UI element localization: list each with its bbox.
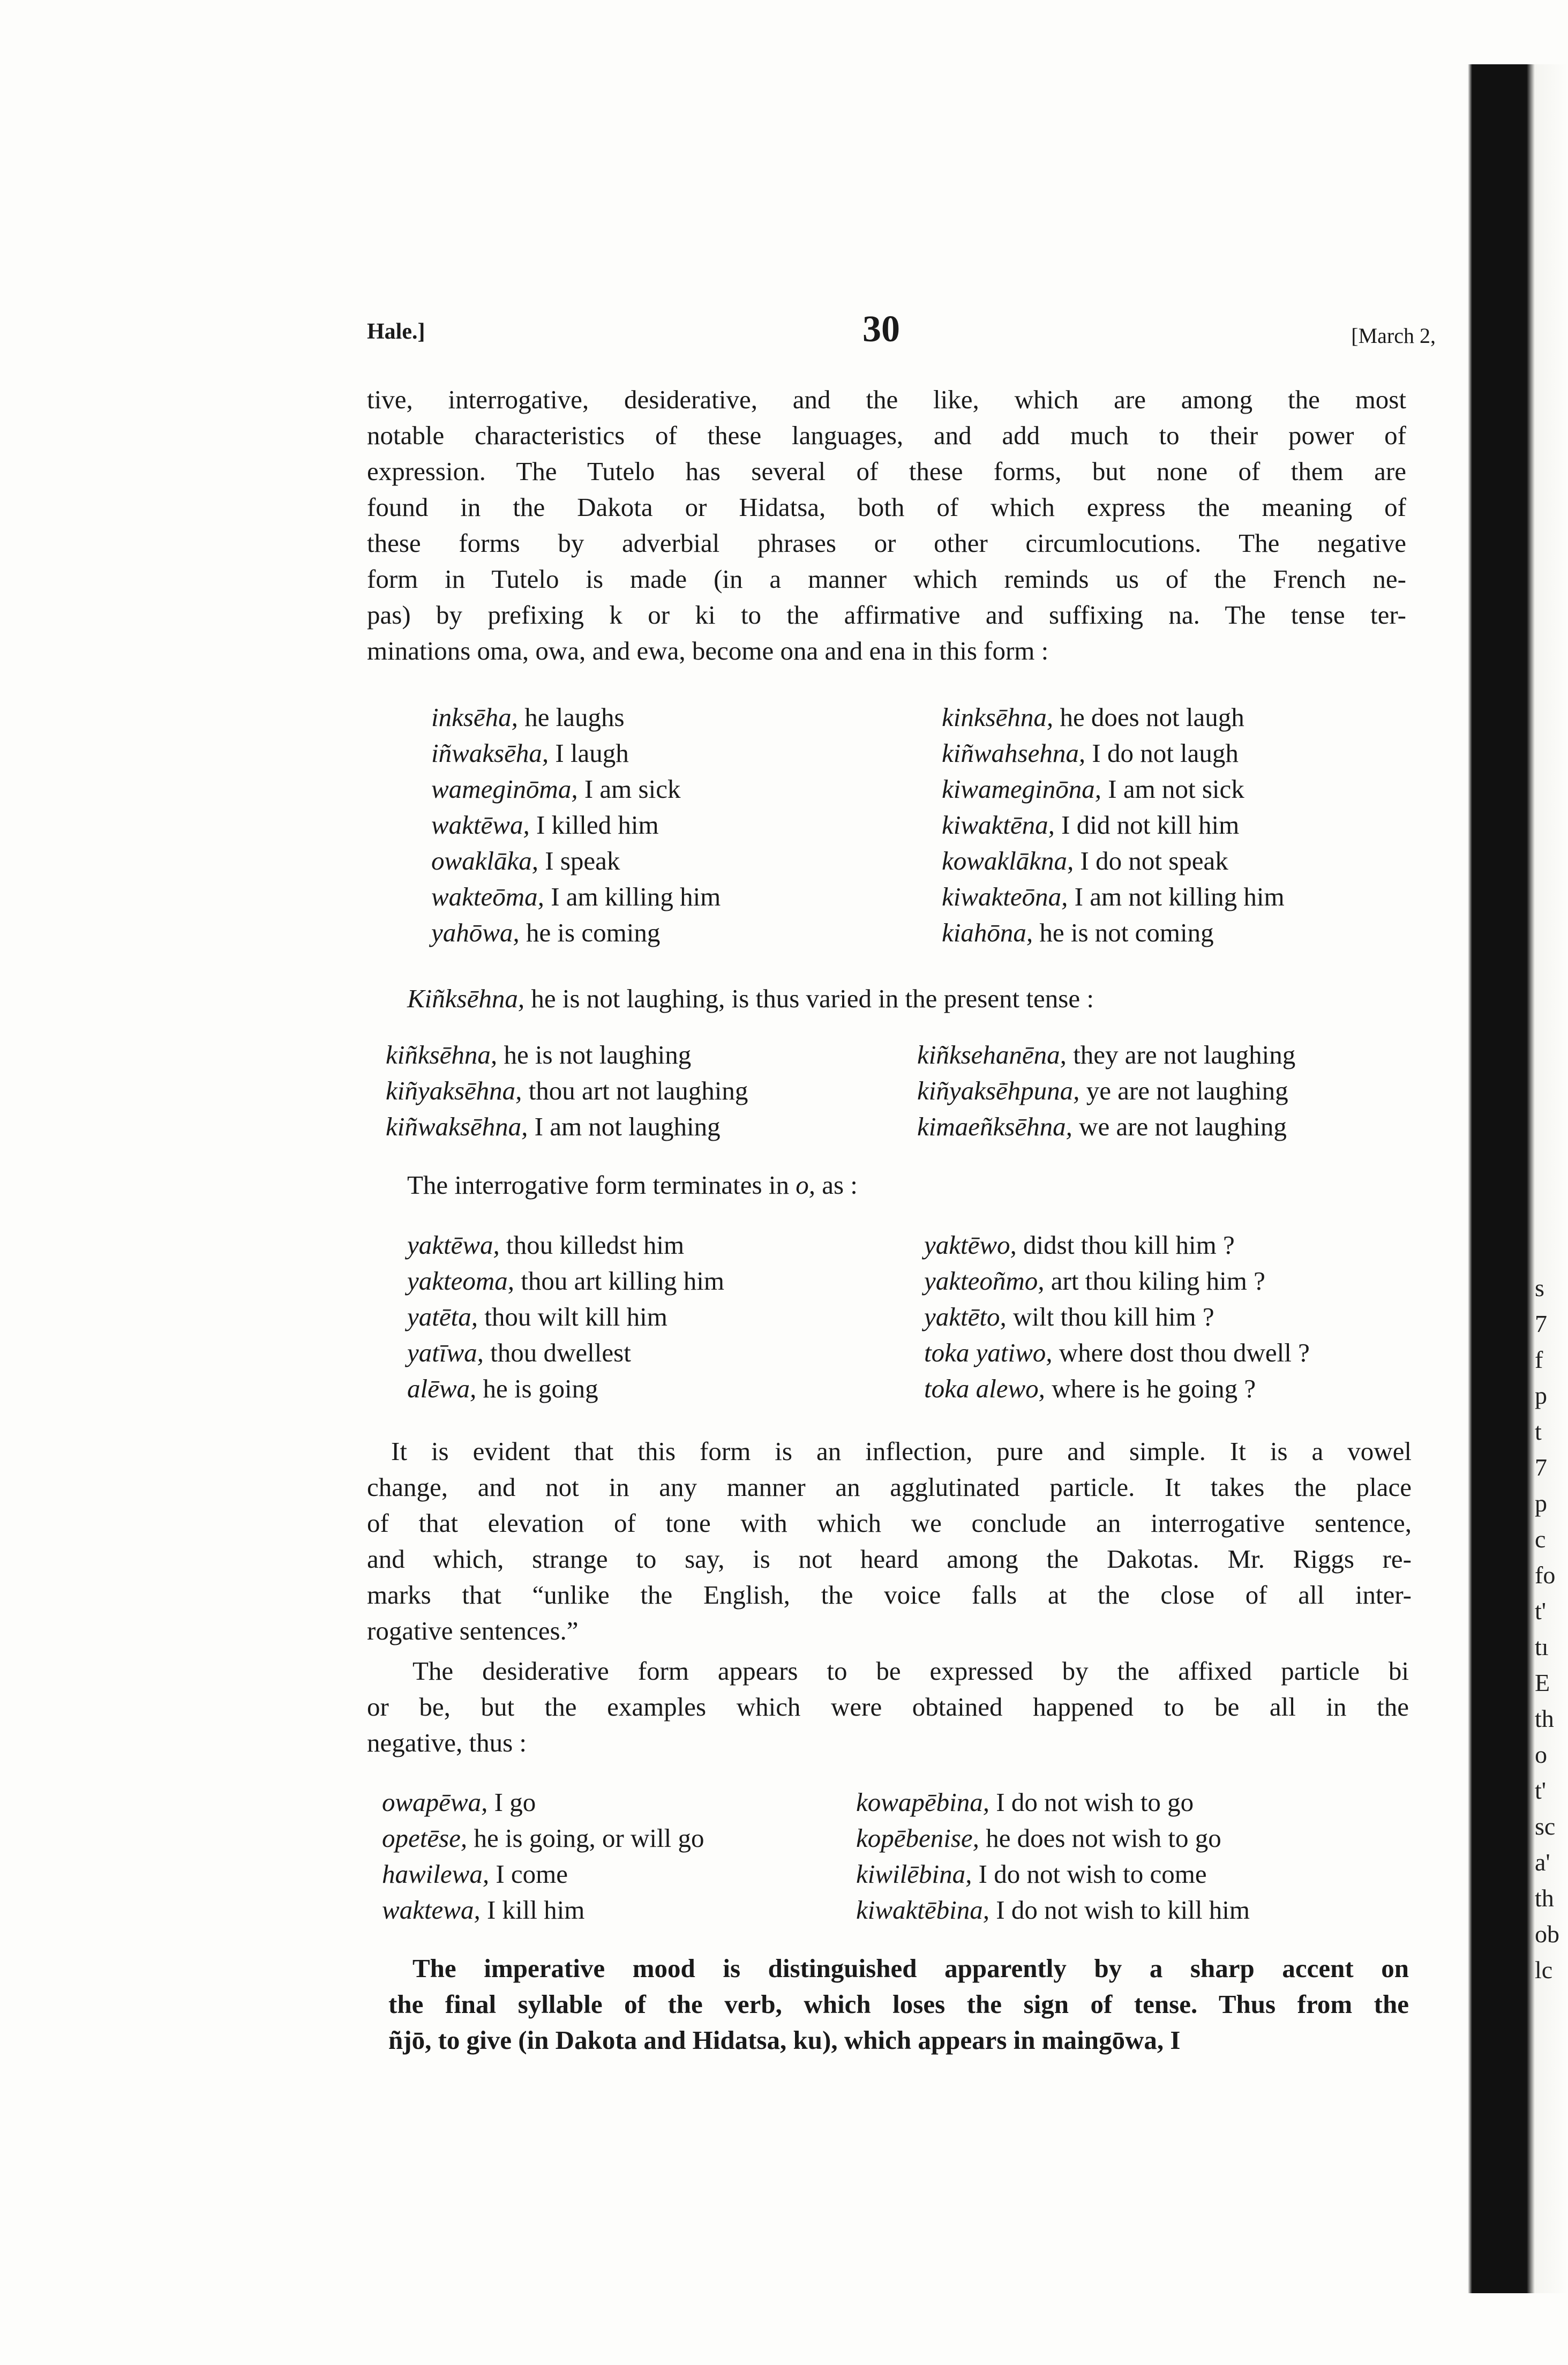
example-row — [0, 771, 1568, 807]
right-example: kiwaktēna, I did not kill him — [942, 810, 1240, 840]
example-row — [0, 735, 1568, 771]
left-example: yakteoma, thou art killing him — [407, 1266, 724, 1296]
negative-examples-table — [0, 699, 1568, 951]
right-example: kiwaktēbina, I do not wish to kill him — [856, 1895, 1250, 1925]
example-row — [0, 1856, 1568, 1892]
text-line: The desiderative form appears to be expressed by the affixed particle bi — [412, 1656, 1409, 1686]
example-row — [0, 1299, 1568, 1335]
right-example: yaktēwo, didst thou kill him ? — [924, 1230, 1235, 1260]
left-example: owapēwa, I go — [382, 1787, 536, 1817]
imperative-paragraph — [388, 1950, 1409, 2058]
right-example: kopēbenise, he does not wish to go — [856, 1823, 1221, 1853]
text-line: found in the Dakota or Hidatsa, both of which express the meaning of — [367, 492, 1406, 522]
right-example: toka alewo, where is he going ? — [924, 1374, 1256, 1403]
page-number: 30 — [862, 309, 900, 350]
example-row — [0, 1784, 1568, 1820]
right-example: kowaklākna, I do not speak — [942, 846, 1228, 875]
text-line: marks that “unlike the English, the voice falls at the close of all inter- — [367, 1580, 1412, 1610]
left-example: kiñwaksēhna, I am not laughing — [386, 1112, 721, 1141]
example-row — [0, 1109, 1568, 1144]
example-row — [0, 1820, 1568, 1856]
right-example: kimaeñksēhna, we are not laughing — [917, 1112, 1287, 1141]
date-running-head: [March 2, — [1351, 324, 1436, 348]
present-tense-intro — [407, 981, 1094, 1016]
intro-word: o, — [796, 1170, 815, 1200]
example-row — [0, 1892, 1568, 1928]
text-line: these forms by adverbial phrases or other circumlocutions. The negative — [367, 528, 1406, 558]
right-example: kiñksehanēna, they are not laughing — [917, 1040, 1296, 1069]
intro-word: Kiñksēhna, — [407, 984, 525, 1013]
example-row — [0, 807, 1568, 843]
page-header — [367, 308, 1436, 356]
desiderative-paragraph — [367, 1653, 1409, 1761]
left-example: owaklāka, I speak — [431, 846, 620, 875]
left-example: hawilewa, I come — [382, 1859, 568, 1889]
author-running-head: Hale.] — [367, 319, 425, 344]
right-example: yakteoñmo, art thou kiling him ? — [924, 1266, 1265, 1296]
right-example: kiñyaksēhpuna, ye are not laughing — [917, 1076, 1288, 1105]
right-example: kiñwahsehna, I do not laugh — [942, 738, 1239, 768]
text-line: the final syllable of the verb, which loses the sign of tense. Thus from the — [388, 1989, 1409, 2019]
right-example: kiwakteōna, I am not killing him — [942, 882, 1285, 911]
example-row — [0, 1371, 1568, 1406]
inflection-paragraph — [367, 1433, 1412, 1649]
next-page-edge-text: s 7 f p t 7 p c fo t' tı E th o t' sc a' th ob lc — [1535, 1274, 1559, 1984]
example-row — [0, 843, 1568, 879]
example-row — [0, 1263, 1568, 1299]
text-line: notable characteristics of these languages, and add much to their power of — [367, 421, 1406, 450]
intro-paragraph — [367, 381, 1406, 669]
text-line: tive, interrogative, desiderative, and the like, which are among the most — [367, 385, 1406, 414]
example-row — [0, 915, 1568, 951]
left-example: yaktēwa, thou killedst him — [407, 1230, 685, 1260]
left-example: waktewa, I kill him — [382, 1895, 585, 1925]
example-row — [0, 1037, 1568, 1073]
text-line: expression. The Tutelo has several of these forms, but none of them are — [367, 456, 1406, 486]
left-example: yatīwa, thou dwellest — [407, 1338, 631, 1367]
text-line: minations oma, owa, and ewa, become ona and ena in this form : — [367, 636, 1049, 665]
right-example: kiwameginōna, I am not sick — [942, 774, 1244, 804]
left-example: yahōwa, he is coming — [431, 918, 661, 947]
intro-text: he is not laughing, is thus varied in the present tense : — [524, 984, 1094, 1013]
right-example: yaktēto, wilt thou kill him ? — [924, 1302, 1214, 1331]
left-example: alēwa, he is going — [407, 1374, 598, 1403]
left-example: iñwaksēha, I laugh — [431, 738, 629, 768]
text-line: form in Tutelo is made (in a manner which reminds us of the French ne- — [367, 564, 1406, 594]
left-example: waktēwa, I killed him — [431, 810, 659, 840]
left-example: opetēse, he is going, or will go — [382, 1823, 704, 1853]
text-line: negative, thus : — [367, 1728, 527, 1757]
text-line: of that elevation of tone with which we conclude an interrogative sentence, — [367, 1508, 1412, 1538]
text-line: It is evident that this form is an inflection, pure and simple. It is a vowel — [391, 1436, 1412, 1466]
desiderative-table — [0, 1784, 1568, 1928]
right-example: kiahōna, he is not coming — [942, 918, 1214, 947]
text-line: rogative sentences.” — [367, 1616, 579, 1645]
right-example: kiwilēbina, I do not wish to come — [856, 1859, 1207, 1889]
left-example: kiñksēhna, he is not laughing — [386, 1040, 692, 1069]
interrogative-intro: The interrogative form terminates in o, as : — [407, 1170, 858, 1200]
text-line: and which, strange to say, is not heard among the Dakotas. Mr. Riggs re- — [367, 1544, 1412, 1574]
example-row — [0, 1227, 1568, 1263]
right-example: toka yatiwo, where dost thou dwell ? — [924, 1338, 1310, 1367]
left-example: wameginōma, I am sick — [431, 774, 681, 804]
text-line: ñjō, to give (in Dakota and Hidatsa, ku), which appears in maingōwa, I — [388, 2025, 1181, 2055]
left-example: kiñyaksēhna, thou art not laughing — [386, 1076, 748, 1105]
interrogative-table — [0, 1227, 1568, 1406]
text-line: or be, but the examples which were obtained happened to be all in the — [367, 1692, 1409, 1722]
present-tense-table — [0, 1037, 1568, 1144]
example-row — [0, 699, 1568, 735]
right-example: kinksēhna, he does not laugh — [942, 702, 1244, 732]
text-line: The imperative mood is distinguished apparently by a sharp accent on — [412, 1954, 1409, 1983]
example-row — [0, 1073, 1568, 1109]
example-row — [0, 1335, 1568, 1371]
text-line: pas) by prefixing k or ki to the affirmative and suffixing na. The tense ter- — [367, 600, 1406, 630]
example-row — [0, 879, 1568, 915]
left-example: inksēha, he laughs — [431, 702, 625, 732]
left-example: yatēta, thou wilt kill him — [407, 1302, 667, 1331]
right-example: kowapēbina, I do not wish to go — [856, 1787, 1194, 1817]
text-line: change, and not in any manner an agglutinated particle. It takes the place — [367, 1472, 1412, 1502]
left-example: wakteōma, I am killing him — [431, 882, 721, 911]
